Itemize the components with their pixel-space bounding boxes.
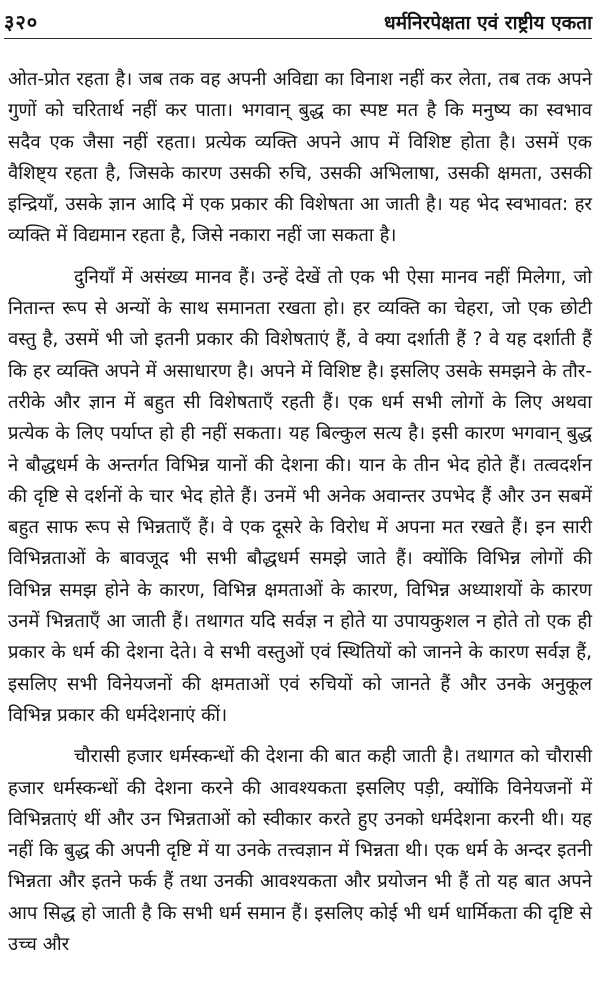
paragraph-2: दुनियाँ में असंख्य मानव हैं। उन्हें देखें तो एक भी ऐसा मानव नहीं मिलेगा, जो नितान्त रूप से अन्यों के साथ समानता रखता हो। हर व्यक्ति का चेहरा, जो एक छोटी वस्तु है, उसमें भी जो इतनी प्रकार की विशेषताएं हैं, वे क्या दर्शाती हैं ? वे यह दर्शाती हैं कि हर व्यक्ति अपने में असाधारण है। अपने में विशिष्ट है। इसलिए उसके समझने के तौर-तरीके और ज्ञान में बहुत सी विशेषताएँ रहती हैं। एक धर्म सभी लोगों के लिए अथवा प्रत्येक के लिए पर्याप्त हो ही नहीं सकता। यह बिल्कुल सत्य है। इसी कारण भगवान् बुद्ध ने बौद्धधर्म के अन्तर्गत विभिन्न यानों की देशना की। यान के तीन भेद होते हैं। तत्वदर्शन की दृष्टि से दर्शनों के चार भेद होते हैं। उनमें भी अनेक अवान्तर उपभेद हैं और उन सबमें बहुत साफ रूप से भिन्नताएँ हैं। वे एक दूसरे के विरोध में अपना मत रखते हैं। इन सारी विभिन्नताओं के बावजूद भी सभी बौद्धधर्म समझे जाते हैं। क्योंकि विभिन्न लोगों की विभिन्न समझ होने के कारण, विभिन्न क्षमताओं के कारण, विभिन्न अध्याशयों के कारण उनमें भिन्नताएँ आ जाती हैं। तथागत यदि सर्वज्ञ न होते या उपायकुशल न होते तो एक ही प्रकार के धर्म की देशना देते। वे सभी वस्तुओं एवं स्थितियों को जानने के कारण सर्वज्ञ हैं, इसलिए सभी विनेयजनों की क्षमताओं एवं रुचियों को जानते हैं और उनके अनुकूल विभिन्न प्रकार की धर्मदेशनाएं कीं। — [8, 266, 592, 726]
page-number: ३२० — [4, 10, 39, 34]
running-title: धर्मनिरपेक्षता एवं राष्ट्रीय एकता — [384, 12, 592, 34]
body-text — [8, 64, 592, 970]
paragraph-1: ओत-प्रोत रहता है। जब तक वह अपनी अविद्या का विनाश नहीं कर लेता, तब तक अपने गुणों को चरितार्थ नहीं कर पाता। भगवान् बुद्ध का स्पष्ट मत है कि मनुष्य का स्वभाव सदैव एक जैसा नहीं रहता। प्रत्येक व्यक्ति अपने आप में विशिष्ट होता है। उसमें एक वैशिष्ट्य रहता है, जिसके कारण उसकी रुचि, उसकी अभिलाषा, उसकी क्षमता, उसकी इन्द्रियाँ, उसके ज्ञान आदि में एक प्रकार की विशेषता आ जाती है। यह भेद स्वभावत: हर व्यक्ति में विद्यमान रहता है, जिसे नकारा नहीं जा सकता है। — [8, 69, 592, 247]
paragraph-3: चौरासी हजार धर्मस्कन्धों की देशना की बात कही जाती है। तथागत को चौरासी हजार धर्मस्कन्धों की देशना करने की आवश्यकता इसलिए पड़ी, क्योंकि विनेयजनों में विभिन्नताएं थीं और उन भिन्नताओं को स्वीकार करते हुए उनको धर्मदेशना करनी थी। यह नहीं कि बुद्ध की अपनी दृष्टि में या उनके तत्त्वज्ञान में भिन्नता थी। एक धर्म के अन्दर इतनी भिन्नता और इतने फर्क हैं तथा उनकी आवश्यकता और प्रयोजन भी हैं तो यह बात अपने आप सिद्ध हो जाती है कि सभी धर्म समान हैं। इसलिए कोई भी धर्म धार्मिकता की दृष्टि से उच्च और — [8, 746, 592, 956]
page-header — [4, 4, 592, 39]
